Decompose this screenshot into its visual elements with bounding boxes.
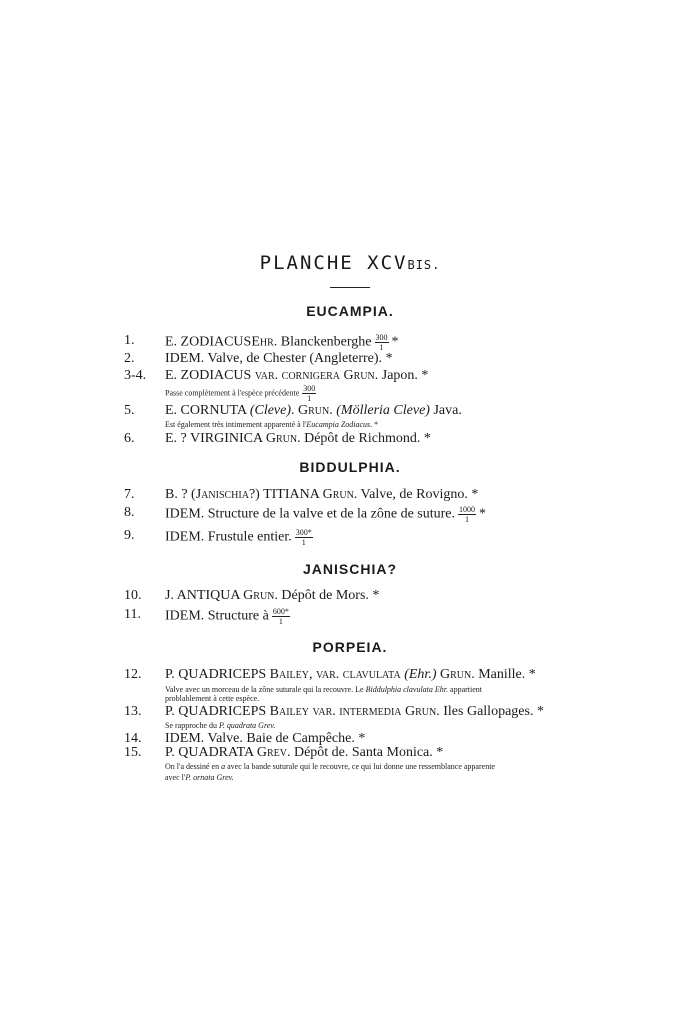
entry-text [165,667,536,683]
entry-text [165,588,379,604]
section-porpeia: PORPEIA. [312,639,388,655]
species-name: E. CORNUTA [165,403,250,418]
asterisk: * [471,487,479,502]
magnification [375,333,389,352]
entry-text [165,431,431,447]
note-species: Biddulphia clavulata Ehr. [365,685,449,694]
variety-author: (Ehr.) [404,667,437,682]
species-name: E. ZODIACUS [165,368,252,383]
title-rule [330,287,370,288]
frac-den: 1 [278,617,283,626]
variety: , var. clavulata [308,667,405,682]
entry-number: 3-4. [124,368,147,383]
locality: Dépôt de. Santa Monica. [290,745,433,760]
note-text: avec l' [165,773,186,782]
author: Grun. [405,704,440,719]
section-janischia: JANISCHIA? [302,561,397,577]
asterisk: * [536,704,544,719]
note-13 [165,721,275,730]
asterisk: * [479,506,487,522]
plate-title-text: PLANCHE XCV [259,252,408,274]
entry-number: 12. [124,667,142,682]
asterisk: * [436,745,444,760]
species-name: E. ? VIRGINICA [165,431,266,446]
note-letter: a [221,762,226,771]
author-paren: (Cleve) [249,403,292,418]
author: Grev. [256,745,291,760]
entry-body: IDEM. Structure à [165,608,269,624]
author: Grun. [322,487,358,502]
asterisk: * [372,588,380,603]
species-name: P. QUADRATA [165,745,257,760]
entry-text [165,333,399,352]
entry-number: 14. [124,731,142,746]
asterisk: * [374,420,379,429]
author: Grun. [265,431,301,446]
frac-den: 1 [301,538,306,547]
note-3-4 [165,384,319,403]
entry-number: 11. [124,607,141,622]
magnification [302,384,316,403]
magnification [295,528,313,547]
author: Grun. [436,667,475,682]
author: Grun. [298,403,333,418]
variety: var. cornigera [251,368,344,383]
entry-number: 7. [124,487,135,502]
locality: Valve, de Rovigno. [357,487,468,502]
frac-den: 1 [307,394,312,403]
asterisk: * [421,368,429,383]
locality: Blanckenberghe [277,334,372,350]
frac-den: 1 [465,515,470,524]
note-15-line-2 [165,773,234,782]
asterisk: * [358,731,366,746]
note-15-line-1 [165,762,495,771]
asterisk: * [423,431,431,446]
author: Bailey [269,704,309,719]
entry-number: 15. [124,745,142,760]
species-name: E. ZODIACUS [165,334,252,350]
entry-body: IDEM. Structure de la valve et de la zône de suture. [165,506,456,522]
magnification [272,607,290,626]
entry-text [165,487,478,503]
section-eucampia: EUCAMPIA. [306,303,394,319]
species-name: ) TITIANA [255,487,323,502]
species-name: P. QUADRICEPS [165,704,270,719]
entry-text [165,368,428,384]
locality: Dépôt de Richmond. [300,431,421,446]
plate-title-suffix: BIS. [407,258,441,272]
entry-text [165,505,486,524]
note-text-end: avec la bande suturale qui le recouvre, ce qui lui donne une ressemblance apparente [225,762,495,771]
author: Grun. [343,368,379,383]
entry-number: 5. [124,403,135,418]
note-species: P. quadrata Grev. [218,721,276,730]
magnification [458,505,476,524]
note-text: problablement à cette espèce. [165,694,260,703]
entry-body: IDEM. Frustule entier. [165,529,292,545]
locality: Dépôt de Mors. [277,588,369,603]
entry-number: 10. [124,588,142,603]
frac-num: 300 [375,333,388,342]
note-text: Est également très intimement apparenté à l' [165,420,307,429]
entry-number: 9. [124,528,135,543]
entry-number: 13. [124,704,142,719]
frac-num: 300* [295,528,312,537]
entry-number: 2. [124,351,135,366]
note-12-line-1 [165,685,482,694]
locality: Manille. [474,667,526,682]
frac-num: 1000 [459,505,476,514]
note-text-end: . [370,420,373,429]
locality: Java. [429,403,462,418]
entry-text [165,745,443,761]
entry-text [165,351,393,367]
note-text: On l'a dessiné en [165,762,222,771]
locality: Iles Gallopages. [439,704,534,719]
note-text: Valve avec un morceau de la zône suturale qui la recouvre. Le [165,685,366,694]
locality: Japon. [378,368,418,383]
entry-number: 8. [124,505,135,520]
author: Grun. [243,588,278,603]
species-name: J. ANTIQUA [165,588,244,603]
asterisk: * [528,667,536,682]
separator: . [291,403,299,418]
note-species: P. ornata Grev. [185,773,234,782]
species-prefix: B. ? ( [165,487,196,502]
subgenus: Janischia? [195,487,256,502]
frac-num: 300 [303,384,316,393]
species-name: P. QUADRICEPS [165,667,270,682]
frac-num: 600* [272,607,289,616]
entry-number: 1. [124,333,135,348]
note-5 [165,420,378,429]
synonym: (Mölleria Cleve) [332,403,430,418]
asterisk: * [391,334,399,350]
frac-den: 1 [379,343,384,352]
entry-text [165,704,544,720]
note-text: Passe complètement à l'espèce précédente [165,388,300,398]
note-species: Eucampia Zodiacus [306,420,371,429]
entry-text [165,528,316,547]
entry-body: IDEM. Valve, de Chester (Angleterre). [165,351,383,366]
note-text: Se rapproche du [165,721,219,730]
asterisk: * [385,351,393,366]
plate-title [0,252,700,274]
author: Bailey [269,667,309,682]
section-biddulphia: BIDDULPHIA. [299,459,401,475]
entry-body: IDEM. Valve. Baie de Campêche. [165,731,355,746]
note-text-end: appartient [448,685,482,694]
entry-text [165,607,293,626]
entry-text [165,403,462,419]
variety: var. intermedia [308,704,406,719]
author: Ehr. [251,334,278,350]
note-12-line-2 [165,694,259,703]
entry-number: 6. [124,431,135,446]
